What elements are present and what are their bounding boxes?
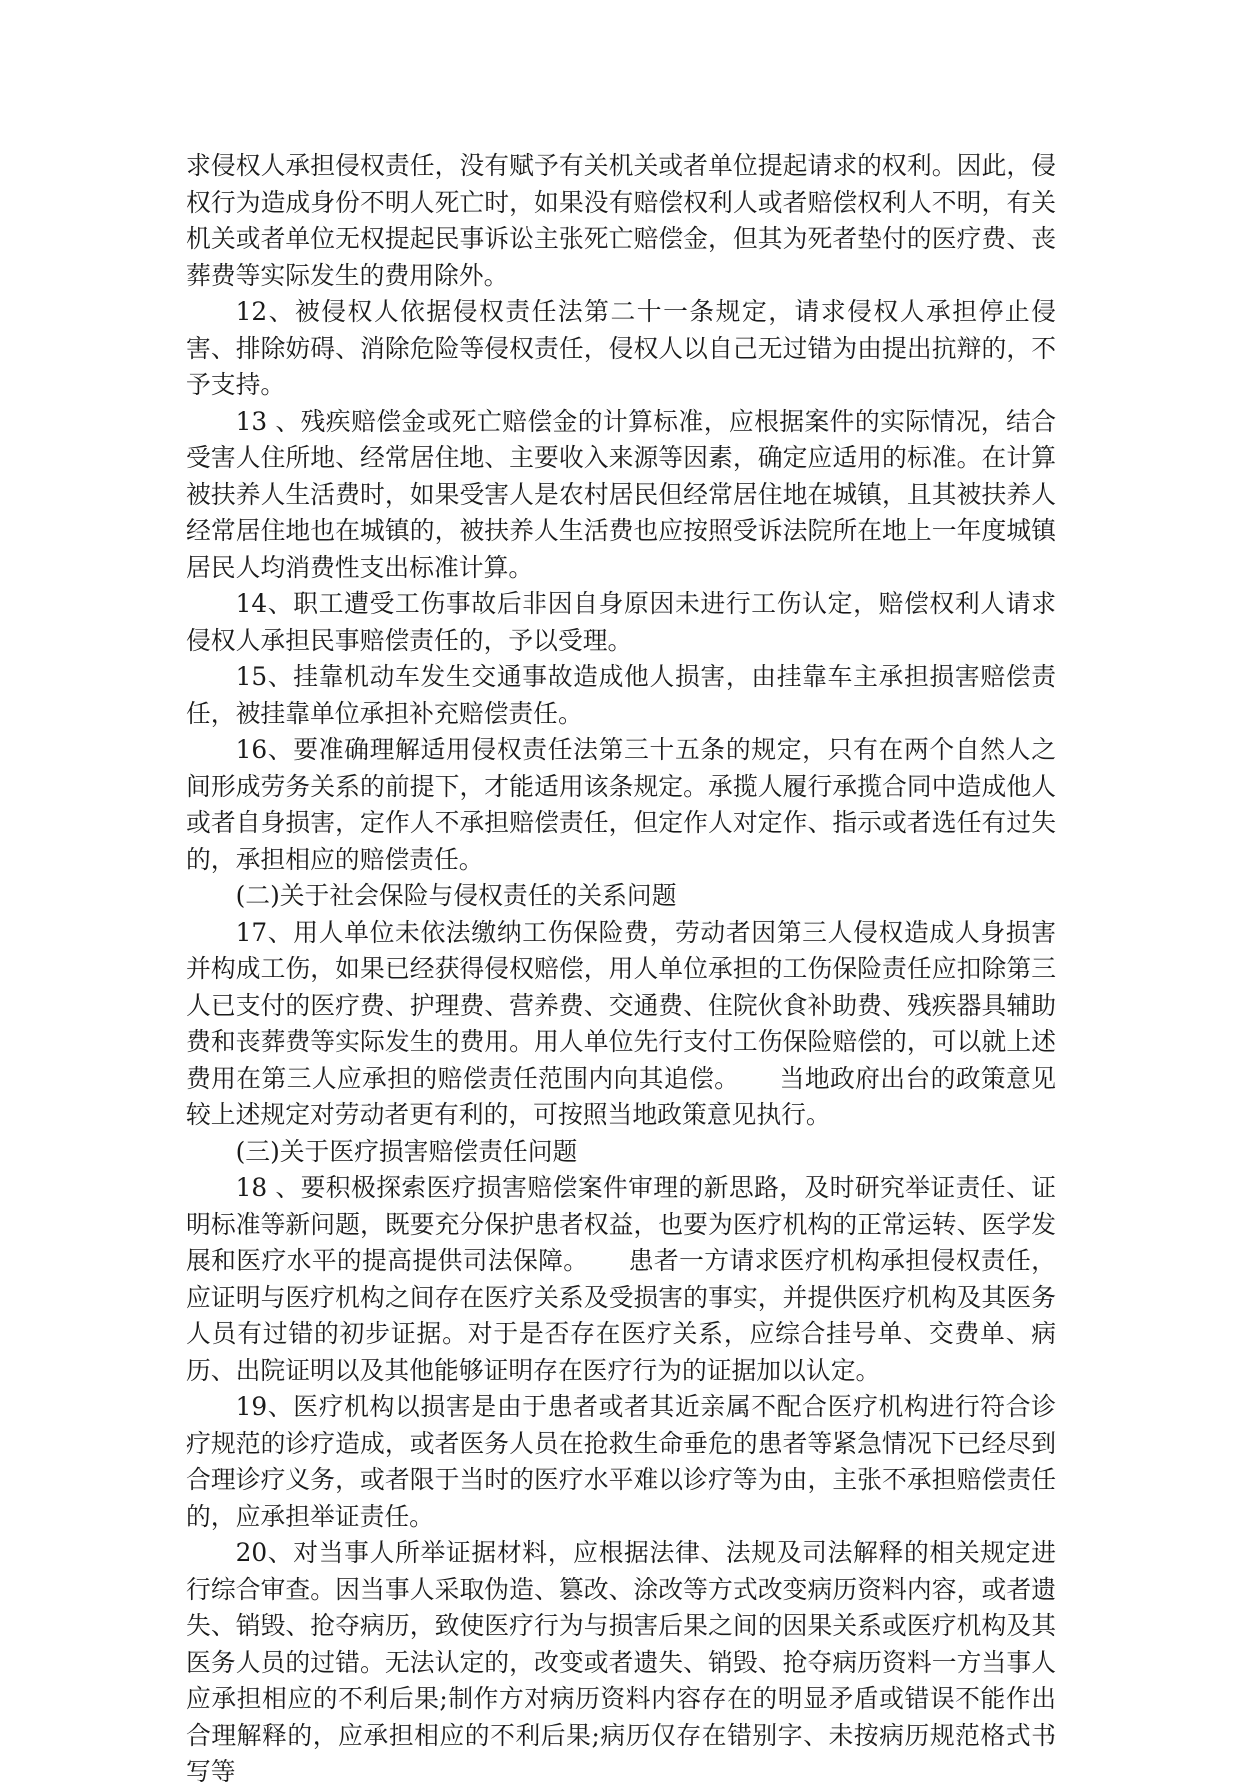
paragraph-item-20: 20、对当事人所举证据材料，应根据法律、法规及司法解释的相关规定进行综合审查。因当事人采取伪造、篡改、涂改等方式改变病历资料内容，或者遗失、销毁、抢夺病历，致使医疗行为与损害后果之间的因果关系或医疗机构及其医务人员的过错。无法认定的，改变或者遗失、销毁、抢夺病历资料一方当事人应承担相应的不利后果;制作方对病历资料内容存在的明显矛盾或错误不能作出合理解释的，应承担相应的不利后果;病历仅存在错别字、未按病历规范格式书写等 (186, 1538, 1056, 1786)
paragraph-item-17-part-a: 17、用人单位未依法缴纳工伤保险费，劳动者因第三人侵权造成人身损害并构成工伤，如果已经获得侵权赔偿，用人单位承担的工伤保险责任应扣除第三人已支付的医疗费、护理费、营养费、交通费、住院伙食补助费、残疾器具辅助费和丧葬费等实际发生的费用。用人单位先行支付工伤保险赔偿的，可以就上述费用在第三人应承担的赔偿责任范围内向其追偿。 (186, 917, 1056, 1093)
paragraph-item-18-part-a: 18 、要积极探索医疗损害赔偿案件审理的新思路，及时研究举证责任、证明标准等新问题，既要充分保护患者权益，也要为医疗机构的正常运转、医学发展和医疗水平的提高提供司法保障。 (186, 1173, 1056, 1275)
paragraph-item-17-part-b: 当地政府出台的政策意见较上述规定对劳动者更有利的，可按照当地政策意见执行。 (186, 1063, 1056, 1129)
paragraph-item-16: 16、要准确理解适用侵权责任法第三十五条的规定，只有在两个自然人之间形成劳务关系的前提下，才能适用该条规定。承揽人履行承揽合同中造成他人或者自身损害，定作人不承担赔偿责任，但定作人对定作、指示或者选任有过失的，承担相应的赔偿责任。 (186, 735, 1056, 874)
section-heading-2: (二)关于社会保险与侵权责任的关系问题 (235, 881, 677, 910)
paragraph-item-14: 14、职工遭受工伤事故后非因自身原因未进行工伤认定，赔偿权利人请求侵权人承担民事赔偿责任的，予以受理。 (186, 589, 1056, 655)
paragraph-item-17 (186, 915, 1056, 1134)
paragraph-item-18 (186, 1170, 1056, 1389)
paragraph-item-12: 12、被侵权人依据侵权责任法第二十一条规定，请求侵权人承担停止侵害、排除妨碍、消除危险等侵权责任，侵权人以自己无过错为由提出抗辩的，不予支持。 (186, 297, 1056, 399)
paragraph-item-13: 13 、残疾赔偿金或死亡赔偿金的计算标准，应根据案件的实际情况，结合受害人住所地、经常居住地、主要收入来源等因素，确定应适用的标准。在计算被扶养人生活费时，如果受害人是农村居民但经常居住地在城镇，且其被扶养人经常居住地也在城镇的，被扶养人生活费也应按照受诉法院所在地上一年度城镇居民人均消费性支出标准计算。 (186, 406, 1056, 582)
section-heading-3: (三)关于医疗损害赔偿责任问题 (235, 1136, 578, 1166)
paragraph-item-19: 19、医疗机构以损害是由于患者或者其近亲属不配合医疗机构进行符合诊疗规范的诊疗造成，或者医务人员在抢救生命垂危的患者等紧急情况下已经尽到合理诊疗义务，或者限于当时的医疗水平难以诊疗等为由，主张不承担赔偿责任的，应承担举证责任。 (186, 1392, 1056, 1531)
document-page (186, 148, 1056, 1791)
paragraph-item-15: 15、挂靠机动车发生交通事故造成他人损害，由挂靠车主承担损害赔偿责任，被挂靠单位承担补充赔偿责任。 (186, 662, 1056, 728)
paragraph-item-18-part-b: 患者一方请求医疗机构承担侵权责任，应证明与医疗机构之间存在医疗关系及受损害的事实，并提供医疗机构及其医务人员有过错的初步证据。对于是否存在医疗关系，应综合挂号单、交费单、病历、出院证明以及其他能够证明存在医疗行为的证据加以认定。 (186, 1246, 1056, 1385)
paragraph-continuation: 求侵权人承担侵权责任，没有赋予有关机关或者单位提起请求的权利。因此，侵权行为造成身份不明人死亡时，如果没有赔偿权利人或者赔偿权利人不明，有关机关或者单位无权提起民事诉讼主张死亡赔偿金，但其为死者垫付的医疗费、丧葬费等实际发生的费用除外。 (186, 151, 1056, 290)
